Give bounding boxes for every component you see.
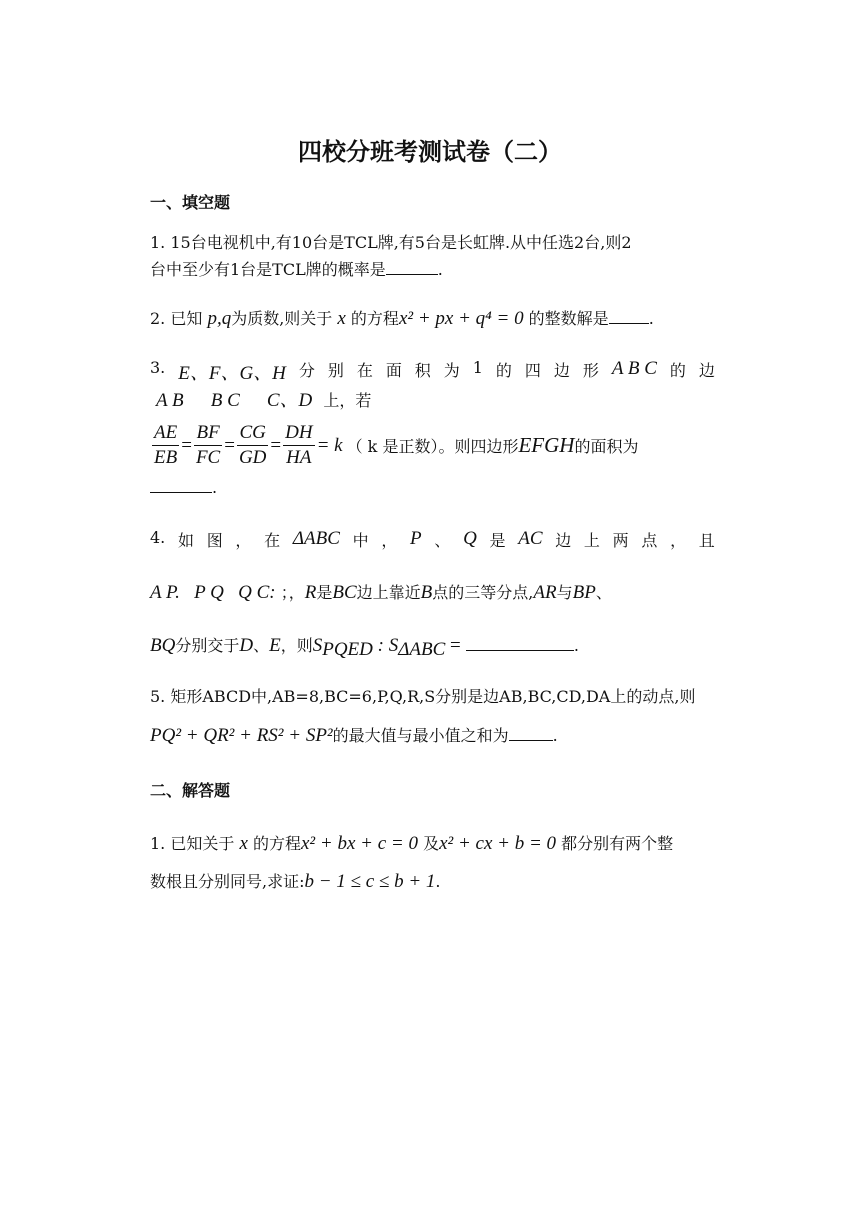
q3-char: 的	[495, 361, 512, 380]
q3-k: = k	[316, 434, 343, 456]
q4-var: E	[269, 635, 281, 656]
fraction-numerator: DH	[283, 421, 314, 446]
answer-blank	[150, 478, 212, 493]
q5-line-2	[150, 723, 715, 747]
q4-area: S	[312, 635, 323, 656]
q4-line-2	[150, 580, 715, 604]
q5-end: .	[552, 726, 558, 745]
answer-blank	[386, 260, 438, 275]
q1-text-2: 台中至少有1台是TCL牌的概率是	[150, 260, 386, 279]
q3-text-2: （ k 是正数）。则四边形	[346, 437, 519, 456]
q4-var: D	[239, 635, 254, 656]
q4-text: 边上靠近	[356, 583, 421, 602]
q4-triangle: ΔABC	[292, 528, 340, 549]
q3-side: C、D	[266, 390, 313, 411]
q3-quad: A B C	[611, 358, 657, 379]
q3-text: 上，若	[323, 391, 372, 410]
q3-line-4	[150, 478, 715, 497]
q4-area-sub: PQED	[322, 639, 373, 661]
p1-end: .	[435, 872, 441, 891]
q4-var: BP	[572, 582, 596, 603]
q3-fraction	[152, 421, 179, 470]
answer-blank	[466, 636, 574, 651]
q3-text-3: 的面积为	[574, 437, 639, 456]
fraction-denominator: HA	[286, 447, 312, 468]
q3-num: 3.	[150, 358, 166, 377]
q4-end: .	[573, 636, 579, 655]
q3-char: 在	[356, 361, 373, 380]
q1-line-2	[150, 257, 715, 280]
page-title: 四校分班考测试卷（二）	[298, 138, 562, 166]
q3-char: 1	[472, 358, 483, 377]
fraction-numerator: BF	[194, 421, 221, 446]
q4-var: AR	[533, 582, 557, 603]
q4-line-3	[150, 633, 715, 661]
q2-text-1: 为质数,则关于	[231, 309, 333, 328]
q4-eq: =	[445, 635, 461, 656]
p1-text: 数根且分别同号,求证:	[150, 872, 305, 891]
q1-line-1	[150, 230, 715, 253]
q4-text: 是	[316, 583, 333, 602]
q1-end: .	[437, 260, 443, 279]
q4-var: BC	[332, 582, 357, 603]
q4-text: 与	[556, 583, 573, 602]
q1-text-1: 1. 15台电视机中,有10台是TCL牌,有5台是长虹牌.从中任选2台,则2	[150, 233, 632, 252]
p1-text: 都分别有两个整	[561, 834, 674, 853]
q4-ratio-points: A P. P Q Q C:	[150, 582, 276, 603]
q4-char: 上	[583, 531, 600, 550]
q4-char: 如	[177, 531, 194, 550]
q3-fraction	[283, 421, 314, 470]
q3-line-1	[150, 358, 715, 385]
q4-char: 中	[352, 531, 369, 550]
q3-char: 边	[553, 361, 570, 380]
q5-text-1: 5. 矩形ABCD中,AB=8,BC=6,P,Q,R,S分别是边AB,BC,CD,DA上的动点,则	[150, 687, 696, 706]
q3-char: 边	[698, 361, 715, 380]
q3-char: 的	[669, 361, 686, 380]
q2-end: .	[648, 309, 654, 328]
q2-text-3: 的整数解是	[528, 309, 609, 328]
fraction-denominator: FC	[195, 447, 221, 468]
q3-line-3: $\frac{AE}{EB}$ = $\frac{BF}{FC}$ = $\frac{CG}{GD}$ = $\frac{DH}{HA}$ = k （ k 是正数）。则四边形 EFGH 的面积为	[154, 422, 639, 468]
q3-points: E、F、G、H	[178, 363, 286, 384]
q3-side: B C	[210, 390, 240, 411]
p1-text: 及	[423, 834, 440, 853]
q4-punct: ；，	[280, 583, 305, 602]
q3-line-2	[150, 385, 715, 412]
q2-vars: p,q	[207, 308, 232, 329]
p1-equation-1: x² + bx + c = 0	[301, 833, 418, 854]
q3-char: 面	[385, 361, 402, 380]
q4-char: ，	[381, 531, 398, 550]
q4-text: 点的三等分点,	[432, 583, 534, 602]
q4-area-sub: ΔABC	[398, 639, 446, 661]
q3-fraction	[194, 421, 222, 470]
q2-x: x	[337, 308, 346, 329]
q4-var: Q	[463, 528, 477, 549]
answer-blank	[509, 726, 553, 741]
q4-area: : S	[372, 635, 399, 656]
q4-char: 边	[555, 531, 572, 550]
q5-line-1	[150, 684, 715, 707]
q4-text: 、	[253, 636, 270, 655]
fraction-denominator: GD	[238, 447, 267, 468]
q5-expression: PQ² + QR² + RS² + SP²	[150, 725, 333, 746]
fraction-numerator: CG	[237, 421, 267, 446]
q4-char: ，	[670, 531, 687, 550]
q4-char: 图	[206, 531, 223, 550]
q3-char: 积	[414, 361, 431, 380]
q2-line	[150, 306, 715, 330]
q3-side: A B	[156, 390, 184, 411]
q3-char: 形	[582, 361, 599, 380]
q4-text: 分别交于	[175, 636, 240, 655]
q4-line-1	[150, 528, 715, 551]
q3-fraction	[237, 421, 268, 470]
q4-var: R	[304, 582, 317, 603]
q4-char: 两	[612, 531, 629, 550]
q4-char: 是	[489, 531, 506, 550]
q4-var: B	[420, 582, 433, 603]
q3-end: .	[212, 478, 218, 497]
p1-x: x	[239, 833, 248, 854]
q4-char: 且	[698, 531, 715, 550]
q4-char: 点	[641, 531, 658, 550]
p1-line-1	[150, 831, 715, 855]
q4-text: ，则	[280, 636, 313, 655]
q3-char: 别	[327, 361, 344, 380]
q2-text-2: 的方程	[350, 309, 399, 328]
q2-equation: x² + px + q⁴ = 0	[398, 308, 524, 329]
q4-char: 、	[434, 531, 451, 550]
p1-text: 的方程	[252, 834, 301, 853]
p1-prefix: 1. 已知关于	[150, 834, 235, 853]
q4-char: ，	[235, 531, 252, 550]
p1-equation-2: x² + cx + b = 0	[439, 833, 557, 854]
p1-line-2	[150, 869, 715, 893]
q4-text: 、	[595, 583, 612, 602]
q4-var: P	[410, 528, 422, 549]
q3-char: 分	[298, 361, 315, 380]
q3-char: 四	[524, 361, 541, 380]
q4-char: 在	[264, 531, 281, 550]
section-heading-solve: 二、解答题	[150, 781, 231, 800]
q2-prefix: 2. 已知	[150, 309, 203, 328]
fraction-numerator: AE	[152, 421, 179, 446]
q4-num: 4.	[150, 528, 166, 547]
q4-var: BQ	[150, 635, 176, 656]
p1-inequality: b − 1 ≤ c ≤ b + 1	[304, 871, 436, 892]
q3-efgh: EFGH	[518, 433, 575, 457]
q3-char: 为	[443, 361, 460, 380]
answer-blank	[609, 309, 649, 324]
q4-var: AC	[518, 528, 543, 549]
section-heading-fill-blank: 一、填空题	[150, 193, 231, 212]
q5-text-2: 的最大值与最小值之和为	[332, 726, 509, 745]
fraction-denominator: EB	[154, 447, 178, 468]
